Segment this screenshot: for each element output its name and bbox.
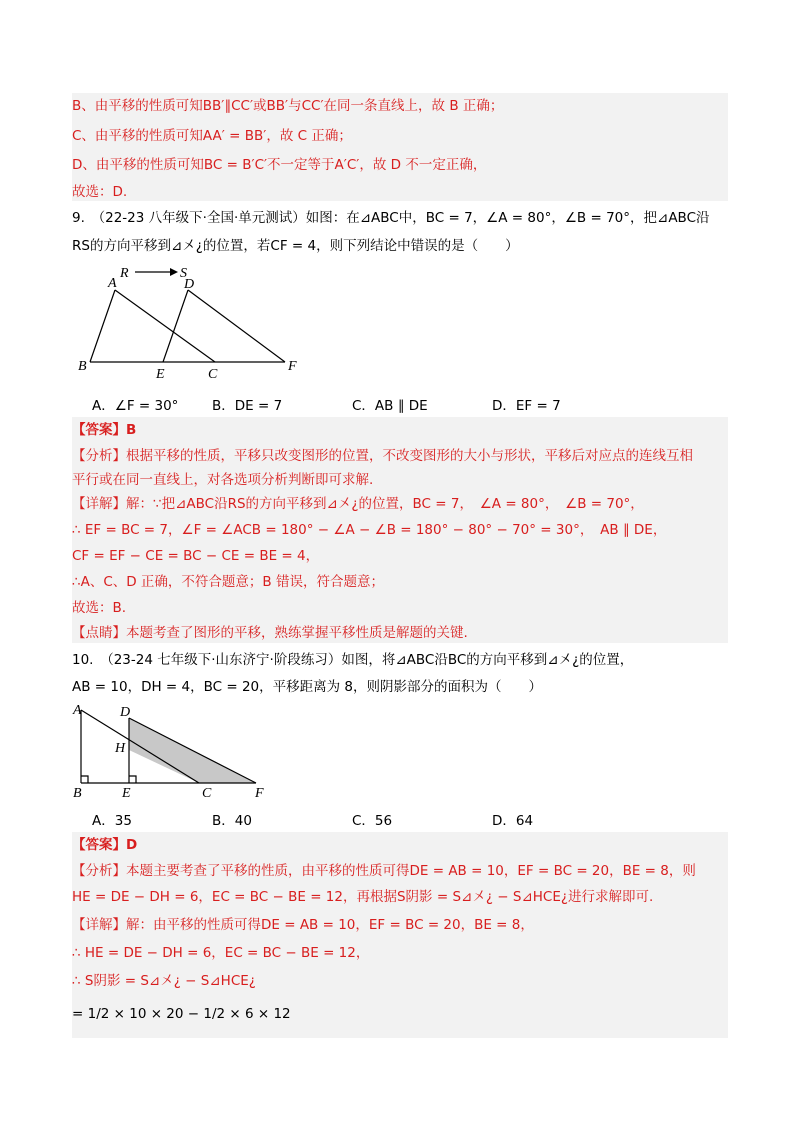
q9-detail-line2: ∴ EF = BC = 7，∠F = ∠ACB = 180° − ∠A − ∠B = 180° − 80° − 70° = 30°， AB ∥ DE， — [72, 522, 667, 538]
label-D: D — [120, 705, 131, 720]
q9-option-d[interactable]: D．EF = 7 — [492, 398, 561, 414]
label-H: H — [115, 741, 126, 756]
label-A: A — [108, 276, 117, 291]
q9-option-a[interactable]: A．∠F = 30° — [92, 398, 179, 414]
label-F: F — [255, 786, 264, 800]
question-9-stem-line1: 9. （22-23 八年级下·全国·单元测试）如图：在⊿ABC中，BC = 7，∠A = 80°，∠B = 70°，把⊿ABC沿 — [72, 210, 710, 226]
q10-analysis-line1: 【分析】本题主要考查了平移的性质，由平移的性质可得DE = AB = 10，EF = BC = 20，BE = 8，则 — [72, 863, 696, 879]
q9-answer: 【答案】B — [72, 422, 137, 438]
arrow-right-icon — [170, 268, 178, 276]
q10-detail-line1: 【详解】解：由平移的性质可得DE = AB = 10，EF = BC = 20，BE = 8， — [72, 917, 534, 933]
solution-line-d: D、由平移的性质可知BC = B′C′不一定等于A′C′，故 D 不一定正确， — [72, 157, 487, 173]
q10-detail-line2: ∴ HE = DE − DH = 6，EC = BC − BE = 12， — [72, 945, 370, 961]
label-S: S — [180, 266, 187, 281]
q9-comment: 【点睛】本题考查了图形的平移，熟练掌握平移性质是解题的关键. — [72, 625, 468, 641]
q9-detail-line1: 【详解】解：∵把⊿ABC沿RS的方向平移到⊿㐅¿的位置，BC = 7， ∠A = 80°， ∠B = 70°， — [72, 496, 644, 512]
solution-line-b: B、由平移的性质可知BB′∥CC′或BB′与CC′在同一条直线上，故 B 正确； — [72, 98, 504, 114]
question-10-stem-line1: 10. （23-24 七年级下·山东济宁·阶段练习）如图，将⊿ABC沿BC的方向平移到⊿㐅¿的位置， — [72, 652, 634, 668]
label-F: F — [288, 359, 297, 374]
question-10-stem-line2: AB = 10，DH = 4，BC = 20，平移距离为 8，则阴影部分的面积为（ ） — [72, 679, 543, 695]
label-R: R — [120, 266, 129, 281]
q10-option-b[interactable]: B．40 — [212, 813, 252, 829]
question-9-stem-line2: RS的方向平移到⊿㐅¿的位置，若CF = 4，则下列结论中错误的是（ ） — [72, 238, 519, 254]
q9-detail-line3: CF = EF − CE = BC − CE = BE = 4， — [72, 548, 320, 564]
solution-line-c: C、由平移的性质可知AA′ = BB′，故 C 正确； — [72, 128, 352, 144]
q9-option-c[interactable]: C．AB ∥ DE — [352, 398, 428, 414]
label-A: A — [73, 703, 82, 718]
q10-option-d[interactable]: D．64 — [492, 813, 534, 829]
q10-detail-line3: ∴ S阴影 = S⊿㐅¿ − S⊿HCE¿ — [72, 973, 256, 989]
label-E: E — [156, 367, 165, 382]
q9-option-b[interactable]: B．DE = 7 — [212, 398, 283, 414]
label-E: E — [122, 786, 131, 800]
label-C: C — [202, 786, 212, 800]
label-B: B — [73, 786, 82, 800]
question-10-figure — [70, 700, 280, 800]
q10-detail-line4: = 1/2 × 10 × 20 − 1/2 × 6 × 12 — [72, 1006, 291, 1022]
q9-analysis-line2: 平行或在同一直线上，对各选项分析判断即可求解. — [72, 472, 374, 488]
label-B: B — [78, 359, 87, 374]
solution-select: 故选：D. — [72, 184, 128, 200]
label-D: D — [184, 277, 195, 292]
q9-analysis-line1: 【分析】根据平移的性质，平移只改变图形的位置，不改变图形的大小与形状，平移后对应点的连线互相 — [72, 448, 693, 464]
question-9-figure — [70, 262, 310, 382]
q10-option-a[interactable]: A．35 — [92, 813, 132, 829]
q9-select: 故选：B. — [72, 600, 127, 616]
q10-answer: 【答案】D — [72, 837, 138, 853]
q10-option-c[interactable]: C．56 — [352, 813, 393, 829]
q9-detail-line4: ∴A、C、D 正确，不符合题意；B 错误，符合题意； — [72, 574, 384, 590]
label-C: C — [208, 367, 218, 382]
q10-analysis-line2: HE = DE − DH = 6，EC = BC − BE = 12，再根据S阴影 = S⊿㐅¿ − S⊿HCE¿进行求解即可. — [72, 889, 654, 905]
